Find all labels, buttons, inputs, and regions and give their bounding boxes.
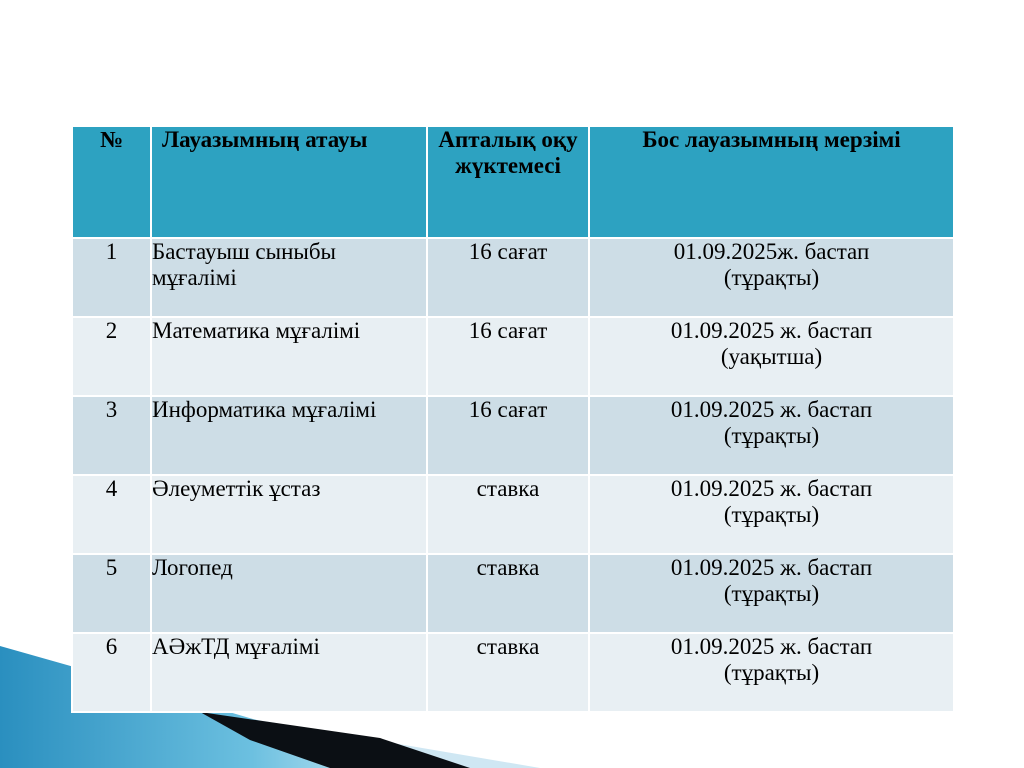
- period-type: (уақытша): [720, 344, 823, 369]
- row-number: 1: [72, 238, 151, 317]
- vacancy-period: [589, 633, 954, 712]
- table-row: [72, 238, 954, 317]
- weekly-load: 16 сағат: [427, 396, 589, 475]
- period-type: (тұрақты): [723, 502, 820, 527]
- period-start: 01.09.2025 ж. бастап: [670, 318, 873, 343]
- vacancy-table: [71, 125, 955, 713]
- period-start: 01.09.2025 ж. бастап: [670, 397, 873, 422]
- weekly-load: 16 сағат: [427, 238, 589, 317]
- position-title: Математика мұғалімі: [151, 317, 427, 396]
- period-start: 01.09.2025 ж. бастап: [670, 476, 873, 501]
- vacancy-period: [589, 554, 954, 633]
- period-start: 01.09.2025ж. бастап: [673, 239, 870, 264]
- header-position-title: Лауазымның атауы: [151, 126, 427, 238]
- row-number: 5: [72, 554, 151, 633]
- weekly-load: 16 сағат: [427, 317, 589, 396]
- table-row: [72, 475, 954, 554]
- table-row: [72, 396, 954, 475]
- row-number: 6: [72, 633, 151, 712]
- period-type: (тұрақты): [723, 660, 820, 685]
- period-start: 01.09.2025 ж. бастап: [670, 555, 873, 580]
- table-row: [72, 317, 954, 396]
- vacancy-period: [589, 396, 954, 475]
- vacancy-period: [589, 317, 954, 396]
- position-title: Логопед: [151, 554, 427, 633]
- table-row: [72, 554, 954, 633]
- row-number: 3: [72, 396, 151, 475]
- vacancy-period: [589, 475, 954, 554]
- row-number: 2: [72, 317, 151, 396]
- header-number: №: [72, 126, 151, 238]
- period-start: 01.09.2025 ж. бастап: [670, 634, 873, 659]
- row-number: 4: [72, 475, 151, 554]
- position-title: Информатика мұғалімі: [151, 396, 427, 475]
- position-title: Әлеуметтік ұстаз: [151, 475, 427, 554]
- header-vacancy-period: Бос лауазымның мерзімі: [589, 126, 954, 238]
- table-row: [72, 633, 954, 712]
- weekly-load: ставка: [427, 475, 589, 554]
- table-header-row: [72, 126, 954, 238]
- weekly-load: ставка: [427, 633, 589, 712]
- position-title: АӘжТД мұғалімі: [151, 633, 427, 712]
- weekly-load: ставка: [427, 554, 589, 633]
- vacancy-period: [589, 238, 954, 317]
- period-type: (тұрақты): [723, 581, 820, 606]
- header-weekly-load: Апталық оқу жүктемесі: [427, 126, 589, 238]
- period-type: (тұрақты): [723, 265, 820, 290]
- position-title: Бастауыш сыныбы мұғалімі: [151, 238, 427, 317]
- period-type: (тұрақты): [723, 423, 820, 448]
